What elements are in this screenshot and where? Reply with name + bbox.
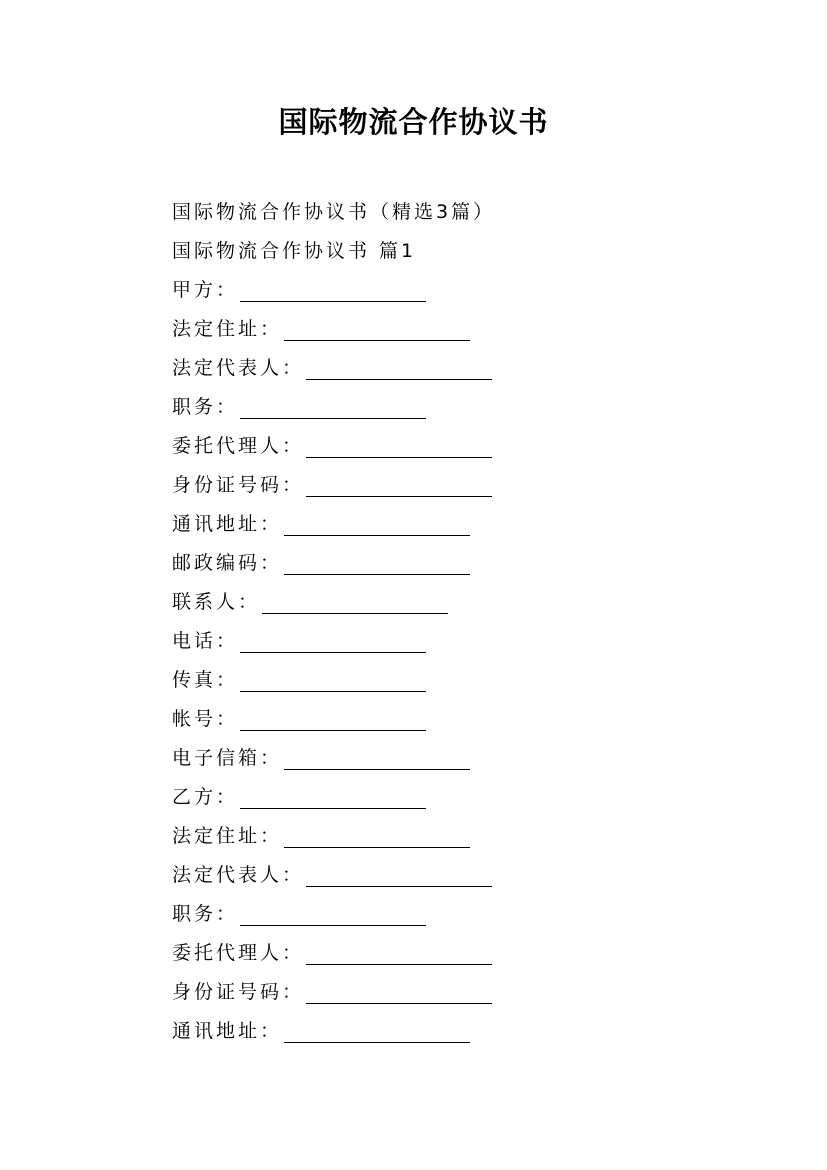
form-line — [172, 895, 732, 934]
form-line — [172, 739, 732, 778]
form-line — [172, 973, 732, 1012]
form-line — [172, 310, 732, 349]
form-line — [172, 1012, 732, 1051]
fill-in-blank — [306, 474, 492, 497]
fill-in-blank — [306, 435, 492, 458]
field-label: 电话： — [172, 630, 239, 652]
field-label: 职务： — [172, 396, 239, 418]
fill-in-blank — [262, 591, 448, 614]
field-label: 通讯地址： — [172, 1020, 283, 1042]
field-label: 传真： — [172, 669, 239, 691]
form-line — [172, 466, 732, 505]
fill-in-blank — [240, 279, 426, 302]
fill-in-blank — [284, 825, 470, 848]
section-heading: 国际物流合作协议书 篇1 — [172, 240, 417, 262]
form-line — [172, 505, 732, 544]
fill-in-blank — [284, 747, 470, 770]
fill-in-blank — [306, 357, 492, 380]
fill-in-blank — [284, 552, 470, 575]
fill-in-blank — [240, 786, 426, 809]
form-line — [172, 349, 732, 388]
fill-in-blank — [306, 942, 492, 965]
field-label: 法定代表人： — [172, 357, 305, 379]
form-line — [172, 934, 732, 973]
field-label: 通讯地址： — [172, 513, 283, 535]
field-label: 委托代理人： — [172, 435, 305, 457]
form-line — [172, 271, 732, 310]
form-line — [172, 778, 732, 817]
field-label: 法定代表人： — [172, 864, 305, 886]
field-label: 职务： — [172, 903, 239, 925]
fill-in-blank — [240, 708, 426, 731]
field-label: 法定住址： — [172, 825, 283, 847]
document-title: 国际物流合作协议书 — [278, 105, 549, 139]
fill-in-blank — [240, 630, 426, 653]
form-line — [172, 583, 732, 622]
field-label: 邮政编码： — [172, 552, 283, 574]
fill-in-blank — [306, 981, 492, 1004]
fill-in-blank — [240, 396, 426, 419]
form-line — [172, 544, 732, 583]
fill-in-blank — [240, 903, 426, 926]
field-label: 联系人： — [172, 591, 261, 613]
fill-in-blank — [240, 669, 426, 692]
field-label: 委托代理人： — [172, 942, 305, 964]
form-line — [172, 817, 732, 856]
field-label: 身份证号码： — [172, 474, 305, 496]
form-line — [172, 700, 732, 739]
fill-in-blank — [284, 513, 470, 536]
form-line — [172, 661, 732, 700]
field-label: 甲方： — [172, 279, 239, 301]
fill-in-blank — [306, 864, 492, 887]
fill-in-blank — [284, 1020, 470, 1043]
form-line — [172, 427, 732, 466]
field-label: 身份证号码： — [172, 981, 305, 1003]
field-label: 帐号： — [172, 708, 239, 730]
intro-line: 国际物流合作协议书（精选3篇） — [172, 201, 496, 223]
form-line — [172, 622, 732, 661]
field-label: 法定住址： — [172, 318, 283, 340]
document-body — [172, 193, 732, 1051]
form-line — [172, 388, 732, 427]
fill-in-blank — [284, 318, 470, 341]
form-line — [172, 856, 732, 895]
field-label: 乙方： — [172, 786, 239, 808]
field-label: 电子信箱： — [172, 747, 283, 769]
